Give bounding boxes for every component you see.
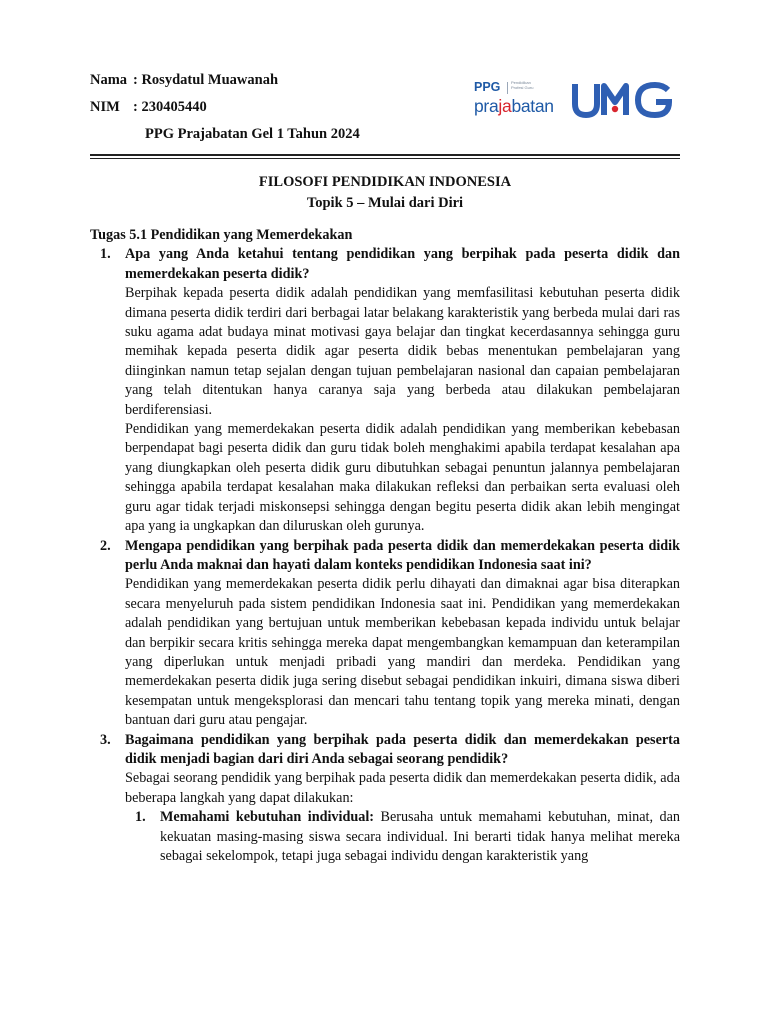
nim-row: [90, 99, 207, 116]
nim-label: NIM: [90, 99, 120, 115]
answer-3-paragraph-1: Sebagai seorang pendidik yang berpihak pada peserta didik dan memerdekakan peserta didik, ada beberapa langkah yang dapat dilakukan:: [125, 770, 680, 806]
header-rule-thin: [90, 158, 680, 159]
ppg-logo-word: PPG: [474, 80, 501, 94]
document-body: [90, 226, 680, 866]
praj-part-2: ja: [498, 96, 512, 116]
ppg-logo-tagline: Pendidikan Profesi Guru: [511, 80, 534, 90]
question-3-text: Bagaimana pendidikan yang berpihak pada peserta didik dan memerdekakan peserta didik menjadi bagian dari diri Anda sebagai seorang pendidik?: [125, 731, 680, 767]
header-rule-thick: [90, 154, 680, 156]
ppg-prajabatan-logo: [474, 78, 568, 122]
name-row: [90, 72, 278, 89]
question-block-2: [90, 537, 680, 731]
question-3: [90, 731, 680, 770]
question-2-number: 2.: [100, 537, 111, 554]
umg-logo: [571, 82, 685, 118]
logo-group: [474, 78, 686, 122]
step-1-text: Berusaha untuk memahami kebutuhan, minat, dan kekuatan masing-masing siswa secara individual. Ini berarti tidak hanya melihat mereka sebagai sekelompok, tetapi juga sebagai individu dengan karakteristik yang: [160, 809, 680, 864]
task-heading: Tugas 5.1 Pendidikan yang Memerdekakan: [90, 227, 353, 243]
answer-2-paragraph-1: Pendidikan yang memerdekakan peserta didik perlu dihayati dan dimaknai agar bisa diterapkan secara menyeluruh pada sistem pendidikan Indonesia saat ini. Pendidikan yang memerdekakan adalah pendidikan yang bertujuan untuk memberikan kebebasan kepada individu untuk belajar dan berpikir secara kritis sehingga mereka dapat mengembangkan kemampuan dan keterampilan yang diperlukan untuk menjadi pribadi yang mandiri dan merdeka. Pendidikan yang memerdekakan peserta didik juga sering disebut sebagai pendidikan inkuiri, dimana siswa diberi kesempatan untuk mengeksplorasi dan mencari tahu tentang topik yang mereka minati, dengan bantuan dari guru atau pengajar.: [125, 576, 680, 729]
question-block-1: [90, 245, 680, 536]
praj-part-3: batan: [511, 96, 554, 116]
answer-1-paragraph-1: Berpihak kepada peserta didik adalah pendidikan yang memfasilitasi kebutuhan peserta didik dimana peserta didik terdiri dari berbagai latar belakang karakteristik yang berbeda mulai dari ras suku agama adat budaya minat motivasi gaya belajar dan tingkat kecerdasannya sehingga guru memihak kepada peserta didik agar peserta didik bebas menentukan pembelajaran yang diinginkan namun tetap sejalan dengan tujuan pembelajaran nasional dan capaian pembelajaran yang telah ditentukan hanya caranya saja yang berbeda atau dilakukan pembelajaran berdiferensiasi.: [125, 285, 680, 418]
document-subtitle: Topik 5 – Mulai dari Diri: [306, 195, 464, 211]
name-value: : Rosydatul Muawanah: [133, 72, 279, 88]
nim-value: : 230405440: [133, 99, 207, 115]
answer-3-step-1: [90, 808, 680, 866]
name-label: Nama: [90, 72, 128, 88]
answer-1-paragraph-2: Pendidikan yang memerdekakan peserta didik adalah pendidikan yang memberikan kebebasan berpendapat bagi peserta didik dan guru tidak boleh menghakimi apabila terdapat kesalahan apa yang diungkapkan oleh peserta didik guru dibutuhkan sebagai penuntun jalannya pembelajaran sehingga apabila terdapat kesalahan maka dilakukan refleksi dan perbaikan serta evaluasi oleh guru agar tidak terjadi miskonsepsi sehingga dengan begitu peserta didik akan lebih mengingat apa yang ia ungkapkan dan diluruskan oleh gurunya.: [125, 421, 680, 535]
question-1-text: Apa yang Anda ketahui tentang pendidikan yang berpihak pada peserta didik dan memerdekakan peserta didik?: [125, 246, 680, 282]
document-title: FILOSOFI PENDIDIKAN INDONESIA: [258, 174, 512, 190]
question-3-number: 3.: [100, 731, 111, 748]
question-2: [90, 537, 680, 576]
question-2-text: Mengapa pendidikan yang berpihak pada peserta didik dan memerdekakan peserta didik perlu Anda maknai dan hayati dalam konteks pendidikan Indonesia saat ini?: [125, 537, 680, 573]
question-1: [90, 245, 680, 284]
praj-part-1: pra: [474, 96, 499, 116]
step-1-number: 1.: [135, 809, 146, 826]
prajabatan-logo-word: [474, 96, 554, 117]
ppg-logo-divider: [507, 82, 508, 94]
question-block-3: [90, 731, 680, 867]
question-1-number: 1.: [100, 246, 111, 263]
step-1-term: Memahami kebutuhan individual:: [160, 809, 374, 826]
program-line: PPG Prajabatan Gel 1 Tahun 2024: [145, 126, 360, 142]
